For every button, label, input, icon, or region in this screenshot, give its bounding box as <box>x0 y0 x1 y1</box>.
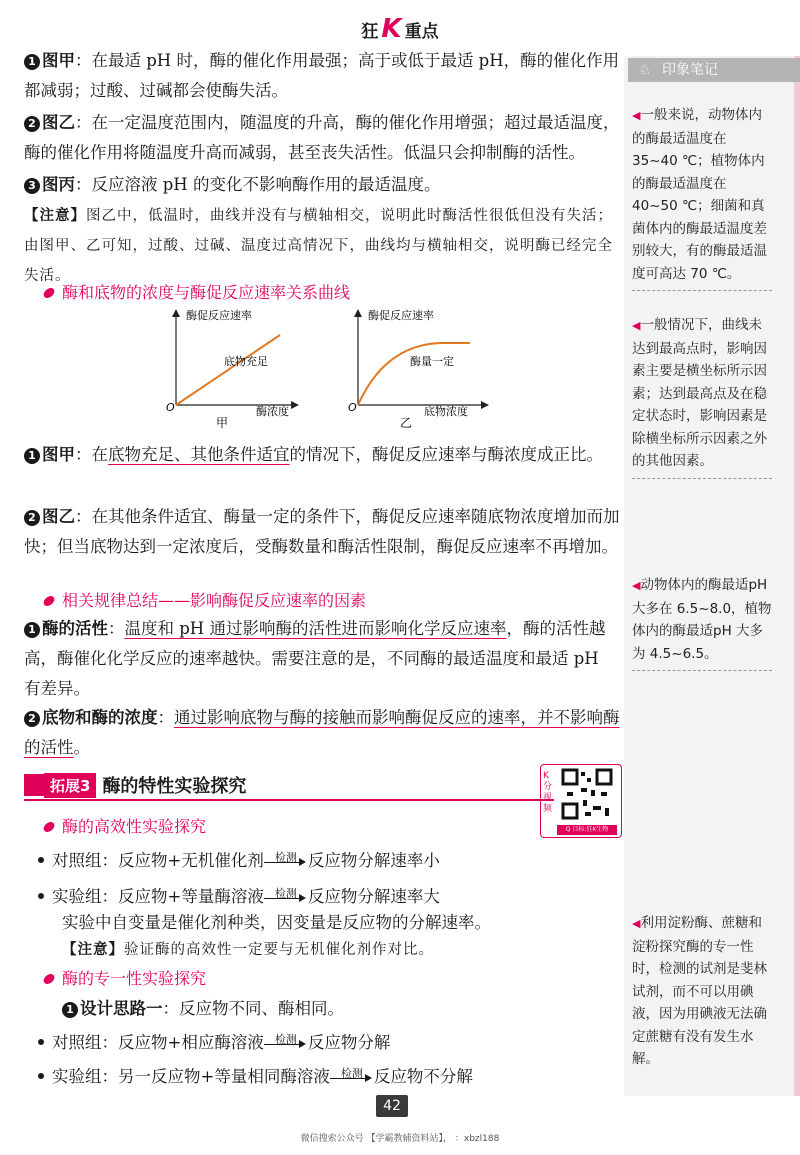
paragraph-text: ：在一定温度范围内，随温度的升高，酶的催化作用增强；超过最适温度，酶的催化作用将随温度升高而减弱，甚至丧失活性。低温只会抑制酶的活性。 <box>24 113 620 162</box>
term: 图甲 <box>42 51 75 70</box>
sidebar-strip <box>794 56 800 1096</box>
x-axis-label: 底物浓度 <box>424 405 468 418</box>
paragraph-text: ：反应物不同、酶相同。 <box>162 999 344 1018</box>
experiment-line <box>24 1062 620 1092</box>
header-k-logo: K <box>381 14 402 44</box>
term: 底物和酶的浓度 <box>42 708 158 727</box>
note-text: 一般情况下，曲线未达到最高点时，影响因素主要是横坐标所示因素；达到最高点及在稳定状态时，影响因素是除横坐标所示因素之外的其他因素。 <box>632 317 767 469</box>
paragraph-text: ：在最适 pH 时，酶的催化作用最强；高于或低于最适 pH，酶的催化作用都减弱；过酸、过碱都会使酶失活。 <box>24 51 620 100</box>
section-title: 相关规律总结——影响酶促反应速率的因素 <box>62 591 367 610</box>
qr-code-icon <box>561 768 613 820</box>
divider <box>24 799 554 801</box>
term: 图乙 <box>42 507 75 526</box>
video-qr-card[interactable] <box>540 764 622 838</box>
x-axis-arrow <box>481 401 489 409</box>
header-text: 狂 <box>361 22 379 42</box>
experiment-text: 实验组：另一反应物+等量相同酶溶液 <box>52 1067 330 1086</box>
triangle-icon: ◀ <box>632 579 641 592</box>
paragraph-text: ：在 <box>75 445 108 464</box>
video-label: K分视频 <box>543 771 553 814</box>
bullet-icon <box>38 1039 44 1045</box>
paragraph-text: ： <box>108 619 125 638</box>
notes-title-bar <box>628 58 800 82</box>
term: 图乙 <box>42 113 75 132</box>
number-badge: 2 <box>24 510 40 526</box>
note-label: 【注意】 <box>62 942 124 958</box>
paragraph-text: ：在其他条件适宜、酶量一定的条件下，酶促反应速率随底物浓度增加而加快；但当底物达到一定浓度后，受酶数量和酶活性限制，酶促反应速率不再增加。 <box>24 507 620 556</box>
paragraph <box>24 703 620 763</box>
section-title: 酶和底物的浓度与酶促反应速率关系曲线 <box>62 283 351 302</box>
section-heading <box>44 814 206 837</box>
paragraph <box>24 502 620 562</box>
saturation-curve <box>358 343 470 405</box>
paragraph-text: 实验中自变量是催化剂种类，因变量是反应物的分解速率。 <box>62 913 491 932</box>
underlined-text: 温度和 pH 通过影响酶的活性进而影响化学反应速率 <box>124 619 507 638</box>
paragraph <box>24 614 620 704</box>
concentration-graphs <box>160 305 500 435</box>
page-number: 42 <box>376 1095 408 1117</box>
arrow-icon <box>330 1066 374 1085</box>
arrow-icon <box>264 886 308 905</box>
bullet-icon <box>42 974 56 984</box>
note-item <box>632 574 772 671</box>
number-badge: 1 <box>24 622 40 638</box>
number-badge: 3 <box>24 178 40 194</box>
elephant-icon: ♘ <box>639 63 651 78</box>
graph-caption: 乙 <box>400 416 413 430</box>
note-paragraph <box>62 935 602 965</box>
experiment-result: 反应物分解速率大 <box>307 887 440 906</box>
triangle-icon: ◀ <box>632 319 641 332</box>
paragraph-text: 。 <box>73 738 90 757</box>
y-axis-arrow <box>354 309 362 317</box>
origin-label: O <box>166 401 175 414</box>
note-item <box>632 104 772 291</box>
term: 酶的活性 <box>42 619 108 638</box>
paragraph-text: ： <box>157 708 174 727</box>
note-text: 验证酶的高效性一定要与无机催化剂作对比。 <box>124 942 434 958</box>
experiment-text: 对照组：反应物+相应酶溶液 <box>52 1033 264 1052</box>
arrow-label: 检测 <box>274 850 297 864</box>
section-title: 酶的专一性实验探究 <box>62 969 207 988</box>
paragraph-text: ：反应溶液 pH 的变化不影响酶作用的最适温度。 <box>75 175 441 194</box>
notes-title: 印象笔记 <box>662 62 718 78</box>
arrow-icon <box>264 1032 308 1051</box>
number-badge: 1 <box>24 54 40 70</box>
experiment-line <box>24 846 620 876</box>
note-paragraph <box>24 201 620 291</box>
section-heading <box>44 588 366 611</box>
arrow-label: 检测 <box>274 1032 297 1046</box>
header-text: 重点 <box>404 22 439 42</box>
triangle-icon: ◀ <box>632 917 641 930</box>
term: 设计思路一 <box>80 999 163 1018</box>
experiment-result: 反应物不分解 <box>373 1067 473 1086</box>
page-header <box>0 14 800 44</box>
section-heading <box>44 966 206 989</box>
arrow-icon <box>264 850 308 869</box>
curve-label: 底物充足 <box>224 355 268 368</box>
linear-curve <box>176 335 280 405</box>
y-axis-arrow <box>172 309 180 317</box>
number-badge: 1 <box>62 1002 78 1018</box>
x-axis-arrow <box>291 401 299 409</box>
experiment-result: 反应物分解速率小 <box>307 851 440 870</box>
paragraph <box>24 440 620 470</box>
graph-caption: 甲 <box>216 416 229 430</box>
section-heading <box>44 280 350 303</box>
graph-right <box>348 308 489 430</box>
experiment-line <box>24 1028 620 1058</box>
paragraph <box>24 108 620 168</box>
bullet-icon <box>42 822 56 832</box>
arrow-label: 检测 <box>340 1066 363 1080</box>
extension-title: 酶的特性实验探究 <box>102 776 247 797</box>
bullet-icon <box>38 1073 44 1079</box>
bullet-icon <box>42 288 56 298</box>
term: 图甲 <box>42 445 75 464</box>
y-axis-label: 酶促反应速率 <box>368 309 434 322</box>
origin-label: O <box>348 401 357 414</box>
y-axis-label: 酶促反应速率 <box>186 309 252 322</box>
term: 图丙 <box>42 175 75 194</box>
extension-tag: 拓展3 <box>44 773 96 798</box>
experiment-text: 对照组：反应物+无机催化剂 <box>52 851 264 870</box>
note-text: 图乙中，低温时，曲线并没有与横轴相交，说明此时酶活性很低但没有失活；由图甲、乙可知，过酸、过碱、温度过高情况下，曲线均与横轴相交，说明酶已经完全失活。 <box>24 208 613 284</box>
qr-caption: Q 目标:狂K生物 <box>557 825 617 835</box>
bullet-icon <box>42 596 56 606</box>
experiment-result: 反应物分解 <box>307 1033 391 1052</box>
bullet-icon <box>38 857 44 863</box>
note-item <box>632 314 772 479</box>
paragraph <box>24 46 620 106</box>
graph-left <box>166 308 299 430</box>
footer-text: 微信搜索公众号 【学霸教辅资料站】， ：xbzl188 <box>300 1134 500 1144</box>
paragraph-text: ，酶的活性越高，酶催化化学反应的速率越快。需要注意的是，不同酶的最适温度和最适 pH 有差异。 <box>24 619 606 698</box>
note-text: 动物体内的酶最适pH 大多在 6.5~8.0，植物体内的酶最适pH 大多为 4.5~6.5。 <box>632 577 772 662</box>
note-text: 一般来说，动物体内的酶最适温度在35~40 ℃；植物体内的酶最适温度在40~50 ℃；细菌和真菌体内的酶最适温度差别较大，有的酶最适温度可高达 70 ℃。 <box>632 107 767 282</box>
x-axis-label: 酶浓度 <box>256 405 289 418</box>
paragraph <box>24 170 620 200</box>
bullet-icon <box>38 893 44 899</box>
extension-heading <box>24 770 246 800</box>
curve-label: 酶量一定 <box>410 355 454 368</box>
number-badge: 2 <box>24 116 40 132</box>
underlined-text: 通过影响底物与酶的接触而影响酶促反应的速率，并不影响酶的活性 <box>24 708 620 757</box>
book-icon <box>24 774 44 796</box>
paragraph <box>62 994 658 1024</box>
section-title: 酶的高效性实验探究 <box>62 817 207 836</box>
number-badge: 1 <box>24 448 40 464</box>
arrow-label: 检测 <box>274 886 297 900</box>
triangle-icon: ◀ <box>632 109 641 122</box>
paragraph-text: 的情况下，酶促反应速率与酶浓度成正比。 <box>289 445 603 464</box>
number-badge: 2 <box>24 711 40 727</box>
note-label: 【注意】 <box>24 208 86 224</box>
underlined-text: 底物充足、其他条件适宜 <box>108 445 290 464</box>
note-text: 利用淀粉酶、蔗糖和淀粉探究酶的专一性时，检测的试剂是斐林试剂，而不可以用碘液，因为用碘液无法确定蔗糖有没有发生水解。 <box>632 915 767 1067</box>
experiment-text: 实验组：反应物+等量酶溶液 <box>52 887 264 906</box>
